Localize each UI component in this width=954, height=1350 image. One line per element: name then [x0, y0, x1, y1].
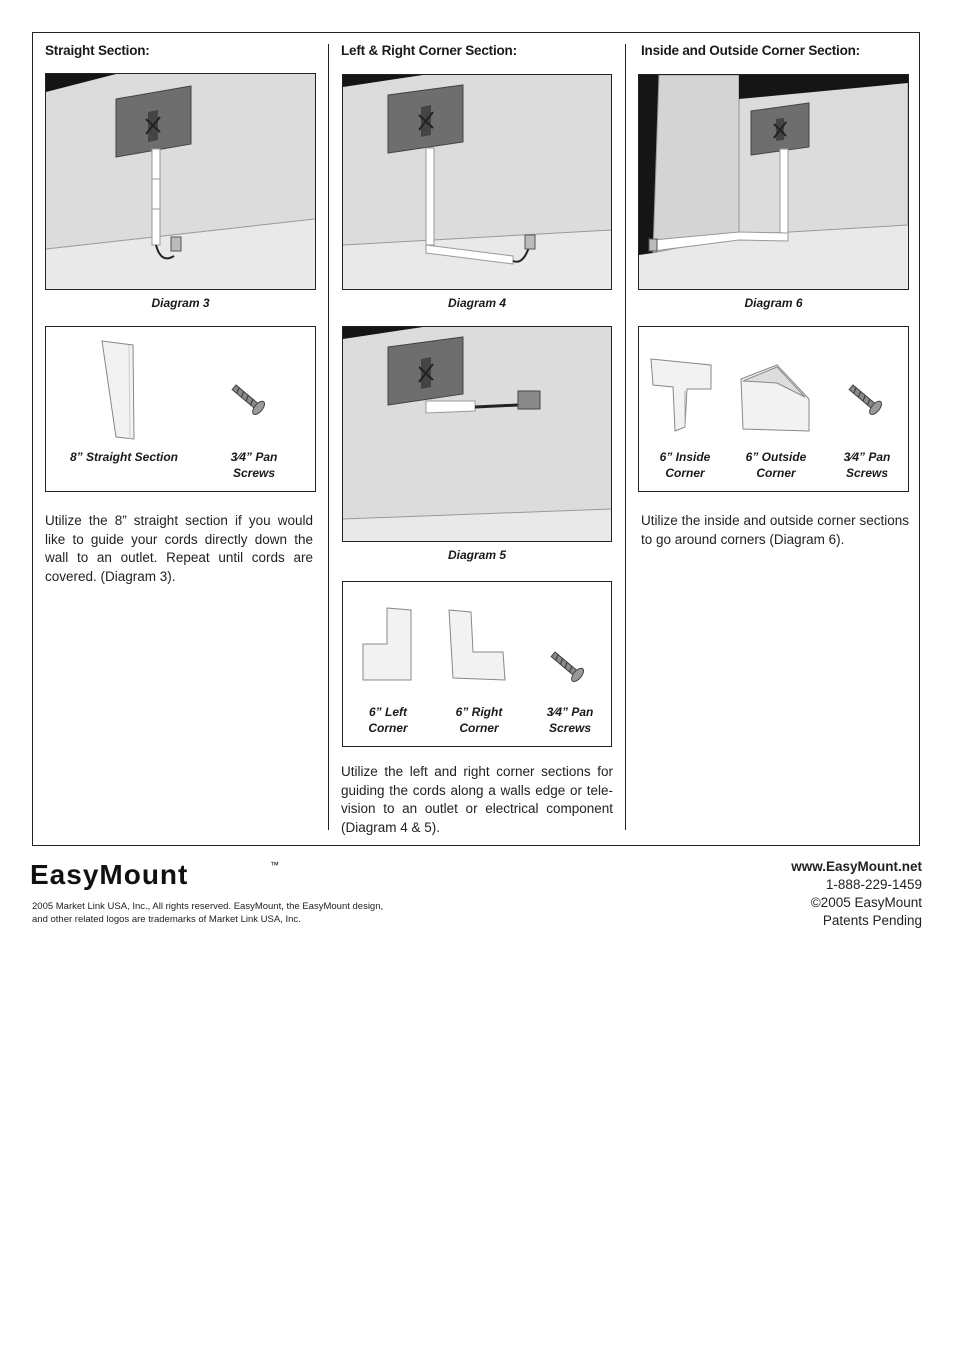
patents-notice: Patents Pending — [822, 913, 922, 928]
diagram-3-illustration — [45, 73, 316, 290]
diagram-5-illustration — [342, 326, 612, 542]
parts-panel-left-right — [342, 581, 612, 747]
part-label: 3⁄4” Pan Screws — [843, 450, 891, 480]
contact-block — [791, 858, 922, 930]
screw-icon — [229, 381, 267, 416]
section-title-left-right: Left & Right Corner Section: — [341, 43, 517, 58]
tv-mount-icon — [419, 105, 433, 137]
copyright: ©2005 EasyMount — [810, 895, 922, 910]
parts-panel-inside-outside — [638, 326, 909, 492]
logo-trademark: ™ — [270, 860, 279, 870]
tv-mount-icon — [146, 110, 160, 142]
section-description: Utilize the inside and outside corner sections to go around corners (Diagram 6). — [641, 513, 909, 547]
part-label: 6” Left Corner — [368, 705, 408, 735]
section-description: Utilize the 8” straight section if you would like to guide your cords directly down the wall to an outlet. Repeat until cords are covered. (Diagram 3). — [45, 513, 313, 584]
logo-text: EasyMount — [30, 859, 189, 890]
raceway-part-icon — [741, 365, 809, 431]
raceway-part-icon — [651, 359, 711, 431]
part-label: 6” Outside Corner — [745, 450, 807, 480]
diagram-4-caption: Diagram 4 — [447, 296, 507, 310]
screw-icon — [846, 381, 884, 416]
raceway-part-icon — [102, 341, 134, 439]
diagram-6-illustration — [638, 74, 909, 290]
section-description: Utilize the left and right corner sections for guiding the cords along a walls edge or tele-vision to an outlet or electrical component (Diagram 4 & 5). — [341, 764, 613, 835]
easymount-logo — [30, 858, 290, 897]
tv-mount-icon — [419, 357, 433, 389]
part-label: 6” Right Corner — [455, 705, 503, 735]
screw-icon — [548, 648, 586, 683]
part-label: 3⁄4” Pan Screws — [546, 705, 594, 735]
diagram-5-caption: Diagram 5 — [447, 548, 507, 562]
parts-panel-straight — [45, 326, 316, 492]
section-title-inside-outside: Inside and Outside Corner Section: — [641, 43, 860, 58]
website-link[interactable]: www.EasyMount.net — [791, 859, 922, 874]
part-label: 8” Straight Section — [69, 450, 179, 464]
part-label: 6” Inside Corner — [659, 450, 711, 480]
diagram-4-illustration — [342, 74, 612, 290]
legal-line: 2005 Market Link USA, Inc., All rights reserved. EasyMount, the EasyMount design, — [32, 901, 384, 912]
legal-line: and other related logos are trademarks of Market Link USA, Inc. — [32, 914, 301, 925]
column-divider — [328, 44, 329, 830]
raceway-part-icon — [449, 610, 505, 680]
diagram-6-caption: Diagram 6 — [744, 296, 803, 310]
diagram-3-caption: Diagram 3 — [151, 296, 210, 310]
section-title-straight: Straight Section: — [45, 43, 150, 58]
phone-number: 1-888-229-1459 — [825, 877, 922, 892]
column-divider — [625, 44, 626, 830]
part-label: 3⁄4” Pan Screws — [230, 450, 278, 480]
legal-notice — [32, 900, 412, 926]
raceway-part-icon — [363, 608, 411, 680]
